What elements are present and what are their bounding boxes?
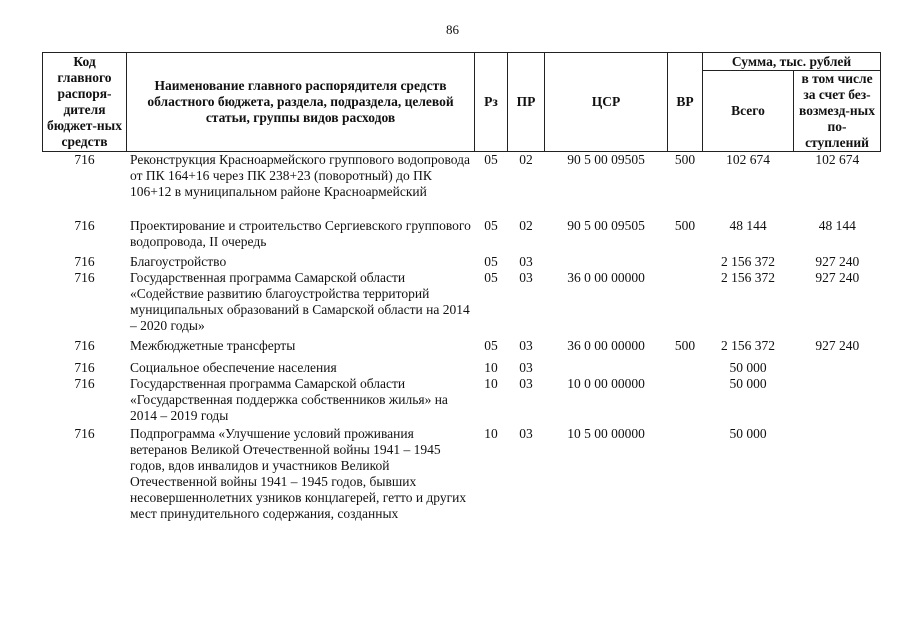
cell-free [794, 376, 881, 426]
cell-total: 50 000 [729, 425, 767, 441]
cell-code: 716 [74, 217, 95, 233]
cell-vr: 500 [674, 337, 696, 353]
budget-table [42, 52, 881, 546]
cell-vr [668, 254, 703, 270]
table-row [43, 152, 881, 218]
table-row [43, 376, 881, 426]
header-csr: ЦСР [545, 53, 668, 152]
cell-pr: 03 [519, 337, 533, 353]
cell-vr [668, 270, 703, 338]
header-vr: ВР [668, 53, 703, 152]
cell-pr: 03 [519, 375, 533, 391]
cell-name: Подпрограмма «Улучшение условий проживания ветеранов Великой Отечественной войны 1941 – 1945 годов, вдов инвалидов и участников Великой Отечественной войны 1941 – 1945 годов, бывших несовершеннолетних узников концлагерей, гетто и других мест принудительного содержания, созданных [130, 425, 467, 521]
cell-code: 716 [74, 425, 95, 441]
cell-pr: 03 [519, 359, 533, 375]
cell-free: 48 144 [818, 217, 856, 233]
cell-vr: 500 [674, 152, 696, 167]
cell-total: 48 144 [729, 217, 767, 233]
cell-free [794, 360, 881, 376]
cell-total: 2 156 372 [721, 269, 775, 285]
cell-rz: 05 [484, 217, 498, 233]
table-row [43, 218, 881, 254]
cell-name: Государственная программа Самарской области «Государственная поддержка собственников жилья» на 2014 – 2019 годы [130, 375, 448, 423]
cell-code: 716 [74, 375, 95, 391]
cell-free [794, 426, 881, 546]
cell-rz: 10 [484, 359, 498, 375]
table-row [43, 360, 881, 376]
cell-free: 927 240 [815, 269, 860, 285]
cell-rz: 05 [484, 152, 498, 167]
cell-csr [545, 360, 668, 376]
cell-csr: 36 0 00 00000 [567, 269, 645, 285]
cell-code: 716 [74, 152, 95, 167]
cell-code: 716 [74, 269, 95, 285]
cell-total: 2 156 372 [721, 337, 775, 353]
cell-csr: 36 0 00 00000 [567, 337, 645, 353]
cell-name: Государственная программа Самарской области «Содействие развитию благоустройства территорий муниципальных образований в Самарской области на 2014 – 2020 годы» [130, 269, 470, 333]
cell-free: 927 240 [815, 253, 860, 269]
cell-csr: 90 5 00 09505 [567, 217, 645, 233]
cell-name: Межбюджетные трансферты [130, 337, 296, 353]
table-row [43, 426, 881, 546]
table-body [43, 152, 881, 546]
cell-pr: 03 [519, 253, 533, 269]
cell-rz: 05 [484, 337, 498, 353]
cell-pr: 02 [519, 152, 533, 167]
cell-vr [668, 360, 703, 376]
cell-pr: 02 [519, 217, 533, 233]
header-name: Наименование главного распорядителя средств областного бюджета, раздела, подраздела, целевой статьи, группы видов расходов [127, 53, 475, 152]
header-code: Код главного распоря-дителя бюджет-ных средств [43, 53, 127, 152]
cell-free: 927 240 [815, 337, 860, 353]
cell-code: 716 [74, 337, 95, 353]
cell-name: Проектирование и строительство Сергиевского группового водопровода, II очередь [130, 217, 471, 249]
table-header [43, 53, 881, 152]
cell-csr: 10 0 00 00000 [567, 375, 645, 391]
cell-vr: 500 [674, 217, 696, 233]
cell-total: 50 000 [729, 375, 767, 391]
cell-rz: 05 [484, 269, 498, 285]
cell-csr: 90 5 00 09505 [567, 152, 645, 167]
cell-csr [545, 254, 668, 270]
cell-name: Благоустройство [130, 253, 227, 269]
cell-vr [668, 426, 703, 546]
cell-free: 102 674 [815, 152, 860, 167]
cell-rz: 05 [484, 253, 498, 269]
cell-total: 102 674 [726, 152, 770, 167]
cell-vr [668, 376, 703, 426]
cell-name: Социальное обеспечение населения [130, 359, 337, 375]
header-rz: Рз [475, 53, 508, 152]
cell-code: 716 [74, 253, 95, 269]
page-number: 86 [446, 22, 459, 37]
cell-pr: 03 [519, 269, 533, 285]
cell-pr: 03 [519, 425, 533, 441]
cell-code: 716 [74, 359, 95, 375]
table-row [43, 338, 881, 360]
cell-csr: 10 5 00 00000 [567, 425, 645, 441]
table-row [43, 270, 881, 338]
cell-name: Реконструкция Красноармейского группового водопровода от ПК 164+16 через ПК 238+23 (поворотный) до ПК 106+12 в муниципальном районе Красноармейский [130, 152, 470, 199]
cell-total: 2 156 372 [721, 253, 775, 269]
cell-rz: 10 [484, 375, 498, 391]
table-row [43, 254, 881, 270]
header-pr: ПР [508, 53, 545, 152]
header-free: в том числе за счет без-возмезд-ных по-ступлений [794, 71, 881, 152]
cell-total: 50 000 [729, 359, 767, 375]
header-sum: Сумма, тыс. рублей [703, 53, 881, 71]
header-total: Всего [703, 71, 794, 152]
cell-rz: 10 [484, 425, 498, 441]
